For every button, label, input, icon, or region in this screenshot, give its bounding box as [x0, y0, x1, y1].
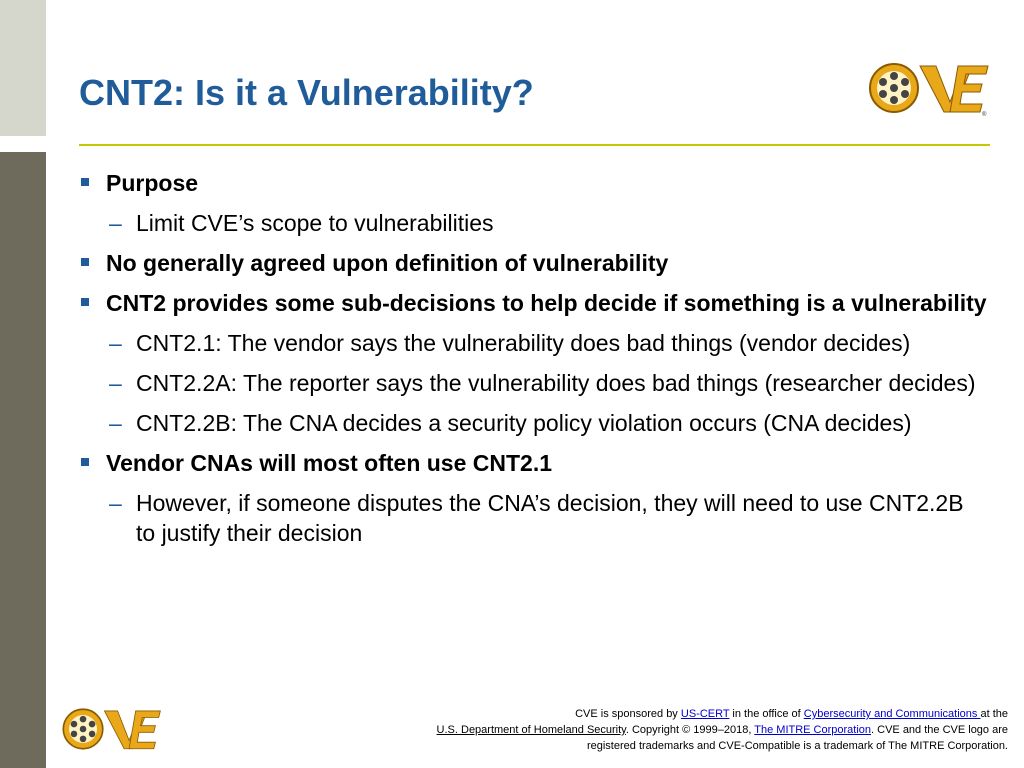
sidebar-bottom-block	[0, 152, 46, 768]
bullet-text: CNT2.1: The vendor says the vulnerability does bad things (vendor decides)	[136, 330, 911, 356]
dash-marker: –	[109, 410, 122, 436]
footer-text: CVE is sponsored by	[575, 708, 681, 720]
footer-text: . CVE and the CVE logo are registered trademarks and CVE-Compatible is a trademark of The MITRE Corporation.	[586, 724, 1008, 752]
us-cert-link[interactable]: US-CERT	[680, 708, 730, 720]
cve-logo	[866, 58, 990, 118]
bullet-text: However, if someone disputes the CNA’s decision, they will need to use CNT2.2B to justify their decision	[136, 490, 964, 546]
bullet-text: No generally agreed upon definition of vulnerability	[106, 250, 669, 276]
bullet-text: CNT2.2A: The reporter says the vulnerability does bad things (researcher decides)	[136, 370, 976, 396]
square-bullet-icon	[81, 298, 89, 306]
cybersecurity-link[interactable]: Cybersecurity and Communications	[803, 708, 981, 720]
bullet-text: CNT2 provides some sub-decisions to help decide if something is a vulnerability	[106, 290, 987, 316]
square-bullet-icon	[81, 458, 89, 466]
dash-marker: –	[109, 330, 122, 356]
dhs-text: U.S. Department of Homeland Security	[436, 724, 626, 736]
bullet-text: Vendor CNAs will most often use CNT2.1	[106, 450, 553, 476]
bullet-text: Limit CVE’s scope to vulnerabilities	[136, 210, 494, 236]
slide-title: CNT2: Is it a Vulnerability?	[79, 72, 534, 113]
bullet-item	[79, 248, 989, 278]
bullet-item	[79, 168, 989, 198]
sub-bullet-item	[79, 488, 989, 548]
sub-bullet-item	[79, 328, 989, 358]
dash-marker: –	[109, 370, 122, 396]
bullet-list	[79, 168, 989, 558]
square-bullet-icon	[81, 258, 89, 266]
svg-text:®: ®	[982, 112, 987, 118]
sidebar-top-block	[0, 0, 46, 136]
cve-footer-logo	[60, 704, 162, 754]
footer-notice	[430, 706, 1008, 754]
title-divider	[79, 144, 990, 146]
footer-text: at the	[980, 708, 1008, 720]
sub-bullet-item	[79, 208, 989, 238]
dash-marker: –	[109, 210, 122, 236]
bullet-item	[79, 448, 989, 478]
bullet-text: Purpose	[106, 170, 199, 196]
sub-bullet-item	[79, 368, 989, 398]
sub-bullet-item	[79, 408, 989, 438]
dash-marker: –	[109, 490, 122, 516]
square-bullet-icon	[81, 178, 89, 186]
footer-text: in the office of	[729, 708, 804, 720]
mitre-link[interactable]: The MITRE Corporation	[754, 724, 872, 736]
bullet-item	[79, 288, 989, 318]
bullet-text: CNT2.2B: The CNA decides a security policy violation occurs (CNA decides)	[136, 410, 912, 436]
footer-text: . Copyright © 1999–2018,	[625, 724, 755, 736]
